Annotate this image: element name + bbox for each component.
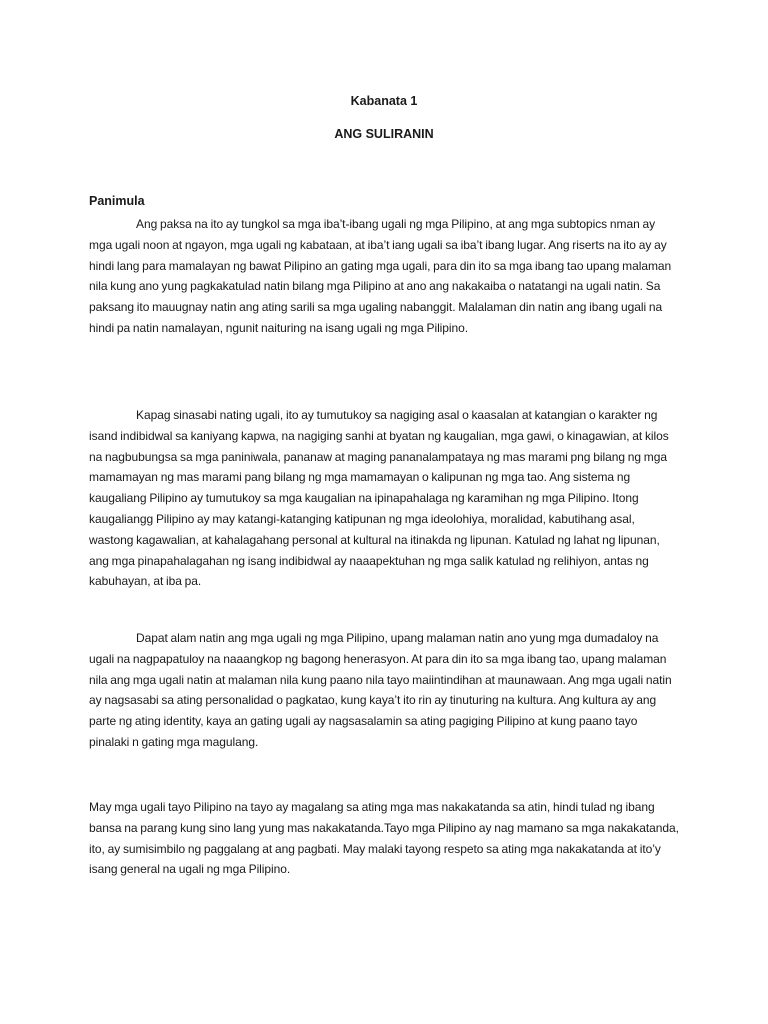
chapter-title: ANG SULIRANIN xyxy=(334,127,434,141)
body-paragraph: May mga ugali tayo Pilipino na tayo ay magalang sa ating mga mas nakakatanda sa atin, hindi tulad ng ibang bansa na parang kung sino lang yung mas nakakatanda.Tayo mga Pilipino ay nag mamano sa mga nakakatanda, ito, ay sumisimbilo ng paggalang at ang pagbati. May malaki tayong respeto sa ating mga nakakatanda at ito’y isang general na ugali ng mga Pilipino. xyxy=(89,800,679,877)
chapter-label: Kabanata 1 xyxy=(350,94,418,108)
body-paragraph: Kapag sinasabi nating ugali, ito ay tumutukoy sa nagiging asal o kaasalan at katangian o karakter ng isand indibidwal sa kaniyang kapwa, na nagiging sanhi at byatan ng kaugalian, mga gawi, o kinagawian, at kilos na nagbubungsa sa mga paniniwala, pananaw at maging pananalampatayа ng mas marami png bilang ng mga mamamayan ng mas marami pang bilang ng mga mamamayan o kalipunan ng mga tao. Ang sistema ng kaugaliang Pilipino ay tumutukoy sa mga kaugalian na ipinapahalaga ng karamihan ng mga Pilipino. Itong kaugaliangg Pilipino ay may katangi-katanging katipunan ng mga ideolohiya, moralidad, kabutihang asal, wastong kagawalian, at kahalagahang personal at kultural na itinakda ng lipunan. Katulad ng lahat ng lipunan, ang mga pinapahalagahan ng isang indibidwal ay naaapektuhan ng mga salik katulad ng relihiyon, antas ng kabuhayan, at iba pa. xyxy=(89,408,669,589)
body-paragraph: Dapat alam natin ang mga ugali ng mga Pilipino, upang malaman natin ano yung mga dumadaloy na ugali na nagpapatuloy na naaangkop ng bagong henerasyon. At para din ito sa mga ibang tao, upang malaman nila ang mga ugali natin at malaman nila kung paano nila tayo maiintindihan at maunawaan. Ang mga ugali natin ay nagsasabi sa ating personalidad o pagkatao, kung kaya’t ito rin ay tinuturing na kultura. Ang kultura ay ang parte ng ating identity, kaya an gating ugali ay nagsasalamin sa ating pagiging Pilipino at kung paano tayo pinalaki n gating mga magulang. xyxy=(89,631,672,749)
section-heading: Panimula xyxy=(89,194,145,208)
body-paragraph: Ang paksa na ito ay tungkol sa mga iba’t-ibang ugali ng mga Pilipino, at ang mga subtopics nman ay mga ugali noon at ngayon, mga ugali ng kabataan, at iba’t iang ugali sa iba’t ibang lugar. Ang riserts na ito ay ay hindi lang para mamalayan ng bawat Pilipino an gating mga ugali, para din ito sa mga ibang tao upang malaman nila kung ano yung pagkakatulad natin bilang mga Pilipino at ano ang nakakaiba o natatangi na ugali natin. Sa paksang ito mauugnay natin ang ating sarili sa mga ugaling nabanggit. Malalaman din natin ang ibang ugali na hindi pa natin namalayan, ngunit naituring na isang ugali ng mga Pilipino. xyxy=(89,217,672,335)
